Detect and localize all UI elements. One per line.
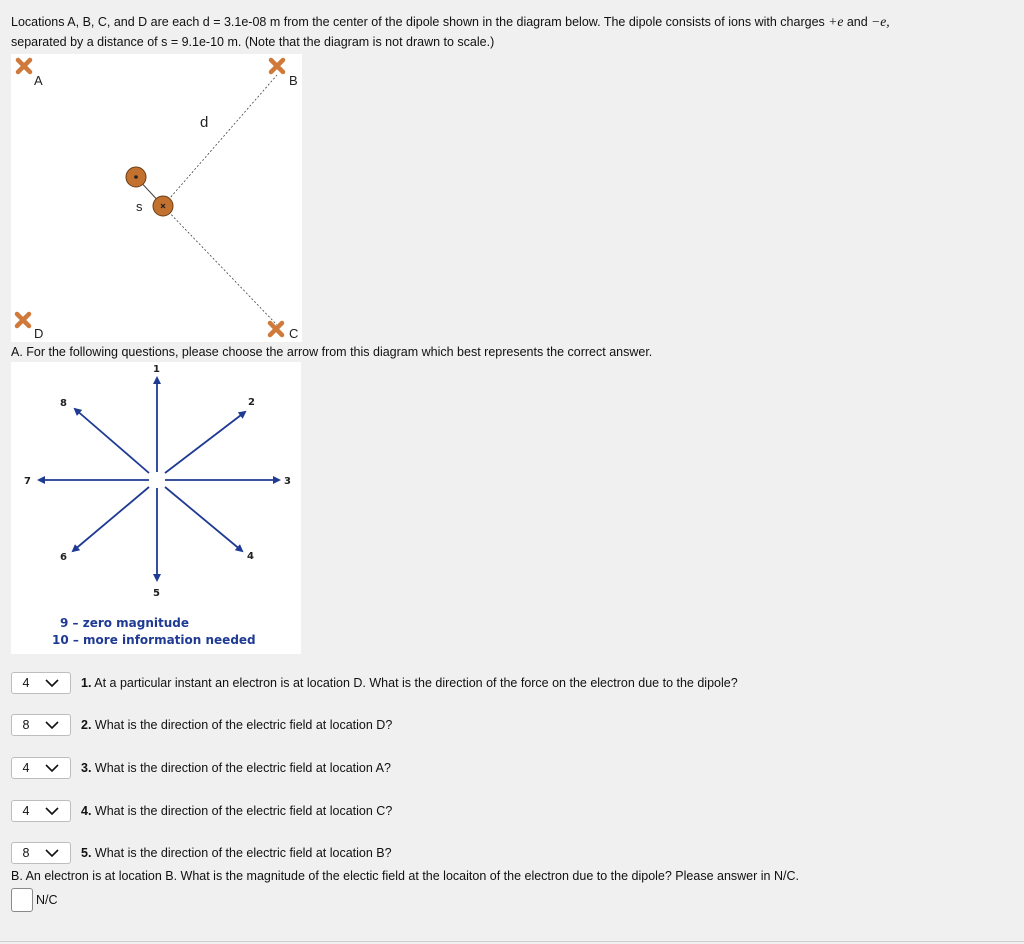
answer-select-3[interactable] [11, 757, 71, 779]
arrow-label-7: 7 [24, 476, 31, 487]
location-c-marker [270, 323, 282, 335]
label-b: B [289, 73, 298, 88]
arrow-2 [165, 412, 245, 473]
legend-more-info: 10 – more information needed [52, 633, 256, 647]
answer-select-value: 8 [22, 846, 30, 860]
answer-select-5[interactable] [11, 842, 71, 864]
dipole-diagram [11, 54, 302, 342]
unit-label: N/C [36, 893, 58, 907]
label-c: C [289, 326, 299, 341]
positive-ion-dot [134, 175, 138, 179]
arrow-label-1: 1 [153, 364, 160, 375]
arrow-8 [75, 409, 149, 473]
answer-select-value: 8 [22, 718, 30, 732]
arrow-4 [165, 487, 242, 551]
chevron-down-icon [44, 763, 60, 773]
label-a: A [34, 73, 43, 88]
problem-line-1: Locations A, B, C, and D are each d = 3.1e-08 m from the center of the dipole shown in the diagram below. The dipole consists of ions with charges +e and −e, [11, 14, 890, 29]
section-b-question: B. An electron is at location B. What is the magnitude of the electic field at the locaiton of the electron due to the dipole? Please answer in N/C. [11, 869, 799, 883]
arrow-6 [73, 487, 149, 551]
question-text: 5. What is the direction of the electric field at location B? [81, 846, 392, 860]
bottom-divider [0, 941, 1024, 942]
label-d: D [34, 326, 44, 341]
question-text: 3. What is the direction of the electric field at location A? [81, 761, 391, 775]
arrow-label-3: 3 [284, 476, 291, 487]
chevron-down-icon [44, 720, 60, 730]
problem-line-2: separated by a distance of s = 9.1e-10 m. (Note that the diagram is not drawn to scale.) [11, 35, 495, 49]
question-text: 1. At a particular instant an electron is at location D. What is the direction of the force on the electron due to the dipole? [81, 676, 738, 690]
answer-row [11, 888, 58, 912]
answer-select-2[interactable] [11, 714, 71, 736]
answer-select-1[interactable] [11, 672, 71, 694]
section-a-instructions: A. For the following questions, please choose the arrow from this diagram which best represents the correct answer. [11, 345, 653, 359]
arrow-label-4: 4 [247, 551, 254, 562]
question-row-2 [11, 712, 392, 738]
arrow-label-6: 6 [60, 552, 67, 563]
label-d-distance: d [200, 114, 209, 131]
arrow-diagram [11, 362, 301, 654]
question-row-1 [11, 670, 738, 696]
legend-zero-magnitude: 9 – zero magnitude [60, 616, 190, 630]
location-d-marker [17, 314, 29, 326]
magnitude-input[interactable] [11, 888, 33, 912]
answer-select-value: 4 [22, 676, 30, 690]
question-row-4 [11, 798, 392, 824]
arrow-label-8: 8 [60, 398, 67, 409]
plus-e: +e [828, 14, 844, 29]
minus-e: −e, [871, 14, 890, 29]
location-b-marker [271, 60, 283, 72]
answer-select-4[interactable] [11, 800, 71, 822]
distance-line-to-b [163, 75, 277, 206]
arrow-label-2: 2 [248, 397, 255, 408]
answer-select-value: 4 [22, 804, 30, 818]
chevron-down-icon [44, 848, 60, 858]
location-a-marker [18, 60, 30, 72]
distance-line-to-c [163, 206, 277, 325]
answer-select-value: 4 [22, 761, 30, 775]
chevron-down-icon [44, 678, 60, 688]
question-row-3 [11, 755, 391, 781]
chevron-down-icon [44, 806, 60, 816]
question-text: 2. What is the direction of the electric field at location D? [81, 718, 393, 732]
label-s: s [136, 199, 143, 214]
arrow-label-5: 5 [153, 588, 160, 599]
question-text: 4. What is the direction of the electric field at location C? [81, 804, 393, 818]
question-row-5 [11, 840, 392, 866]
problem-statement [11, 12, 1011, 52]
